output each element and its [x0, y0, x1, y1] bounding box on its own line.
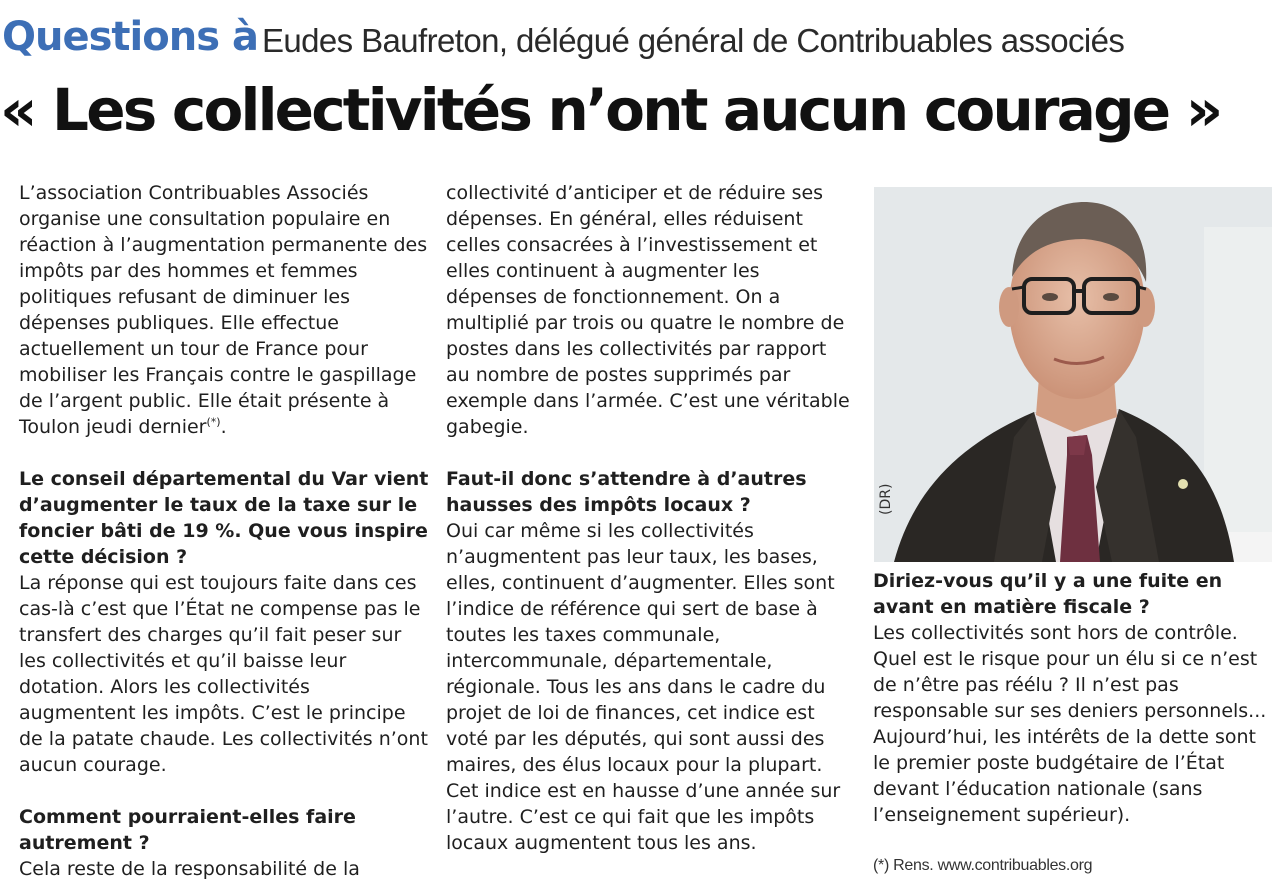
intro-end: . [220, 416, 227, 438]
intro-paragraph [19, 180, 429, 440]
answer-2-start: Cela reste de la responsabilité de la [19, 858, 360, 880]
portrait-illustration [874, 187, 1272, 562]
headline: « Les collectivités n’ont aucun courage » [0, 76, 1221, 144]
intro-text: L’association Contribuables Associés organise une consultation populaire en réaction à l’augmentation permanente des impôts par des hommes et femmes politiques refusant de diminuer les dépenses publiques. Elle effectue actuellement un tour de France pour mobiliser les Français contre le gaspillage de l’argent public. Elle était présente à Toulon jeudi dernier [19, 182, 428, 438]
answer-1: La réponse qui est toujours faite dans ces cas-là c’est que l’État ne compense pas le transfert des charges qu’il fait peser sur les collectivités et qu’il baisse leur dotation. Alors les collectivités augmentent les impôts. C’est le principe de la patate chaude. Les collectivités n’ont aucun courage. [19, 572, 428, 776]
portrait-photo [874, 187, 1272, 562]
column-3 [873, 568, 1278, 828]
question-2: Comment pourraient-elles faire autrement ? [19, 806, 356, 854]
footnote-marker: (*) [206, 415, 221, 429]
answer-2-continued: collectivité d’anticiper et de réduire ses dépenses. En général, elles réduisent celles consacrées à l’investissement et elles continuent à augmenter les dépenses de fonctionnement. On a multiplié par trois ou quatre le nombre de postes dans les collectivités par rapport au nombre de postes supprimés par exemple dans l’armée. C’est une véritable gabegie. [446, 182, 850, 438]
question-4: Diriez-vous qu’il y a une fuite en avant en matière fiscale ? [873, 570, 1223, 618]
column-2 [446, 180, 856, 856]
question-3: Faut-il donc s’attendre à d’autres hausses des impôts locaux ? [446, 468, 807, 516]
kicker-label: Questions à [2, 14, 258, 60]
photo-credit: (DR) [878, 483, 894, 515]
interviewee-byline: Eudes Baufreton, délégué général de Contribuables associés [262, 22, 1125, 59]
answer-4: Les collectivités sont hors de contrôle. Quel est le risque pour un élu si ce n’est de n’être pas réélu ? Il n’est pas responsable sur ses deniers personnels... Aujourd’hui, les intérêts de la dette sont le premier poste budgétaire de l’État devant l’éducation nationale (sans l’enseignement supérieur). [873, 622, 1267, 826]
footnote: (*) Rens. www.contribuables.org [873, 857, 1093, 874]
column-1 [19, 180, 429, 882]
question-1: Le conseil départemental du Var vient d’augmenter le taux de la taxe sur le foncier bâti de 19 %. Que vous inspire cette décision ? [19, 468, 429, 568]
article-header [0, 14, 1285, 74]
answer-3: Oui car même si les collectivités n’augmentent pas leur taux, les bases, elles, continuent d’augmenter. Elles sont l’indice de référence qui sert de base à toutes les taxes communale, intercommunale, départementale, régionale. Tous les ans dans le cadre du projet de loi de finances, cet indice est voté par les députés, qui sont aussi des maires, des élus locaux pour la plupart. Cet indice est en hausse d’une année sur l’autre. C’est ce qui fait que les impôts locaux augmentent tous les ans. [446, 520, 841, 854]
